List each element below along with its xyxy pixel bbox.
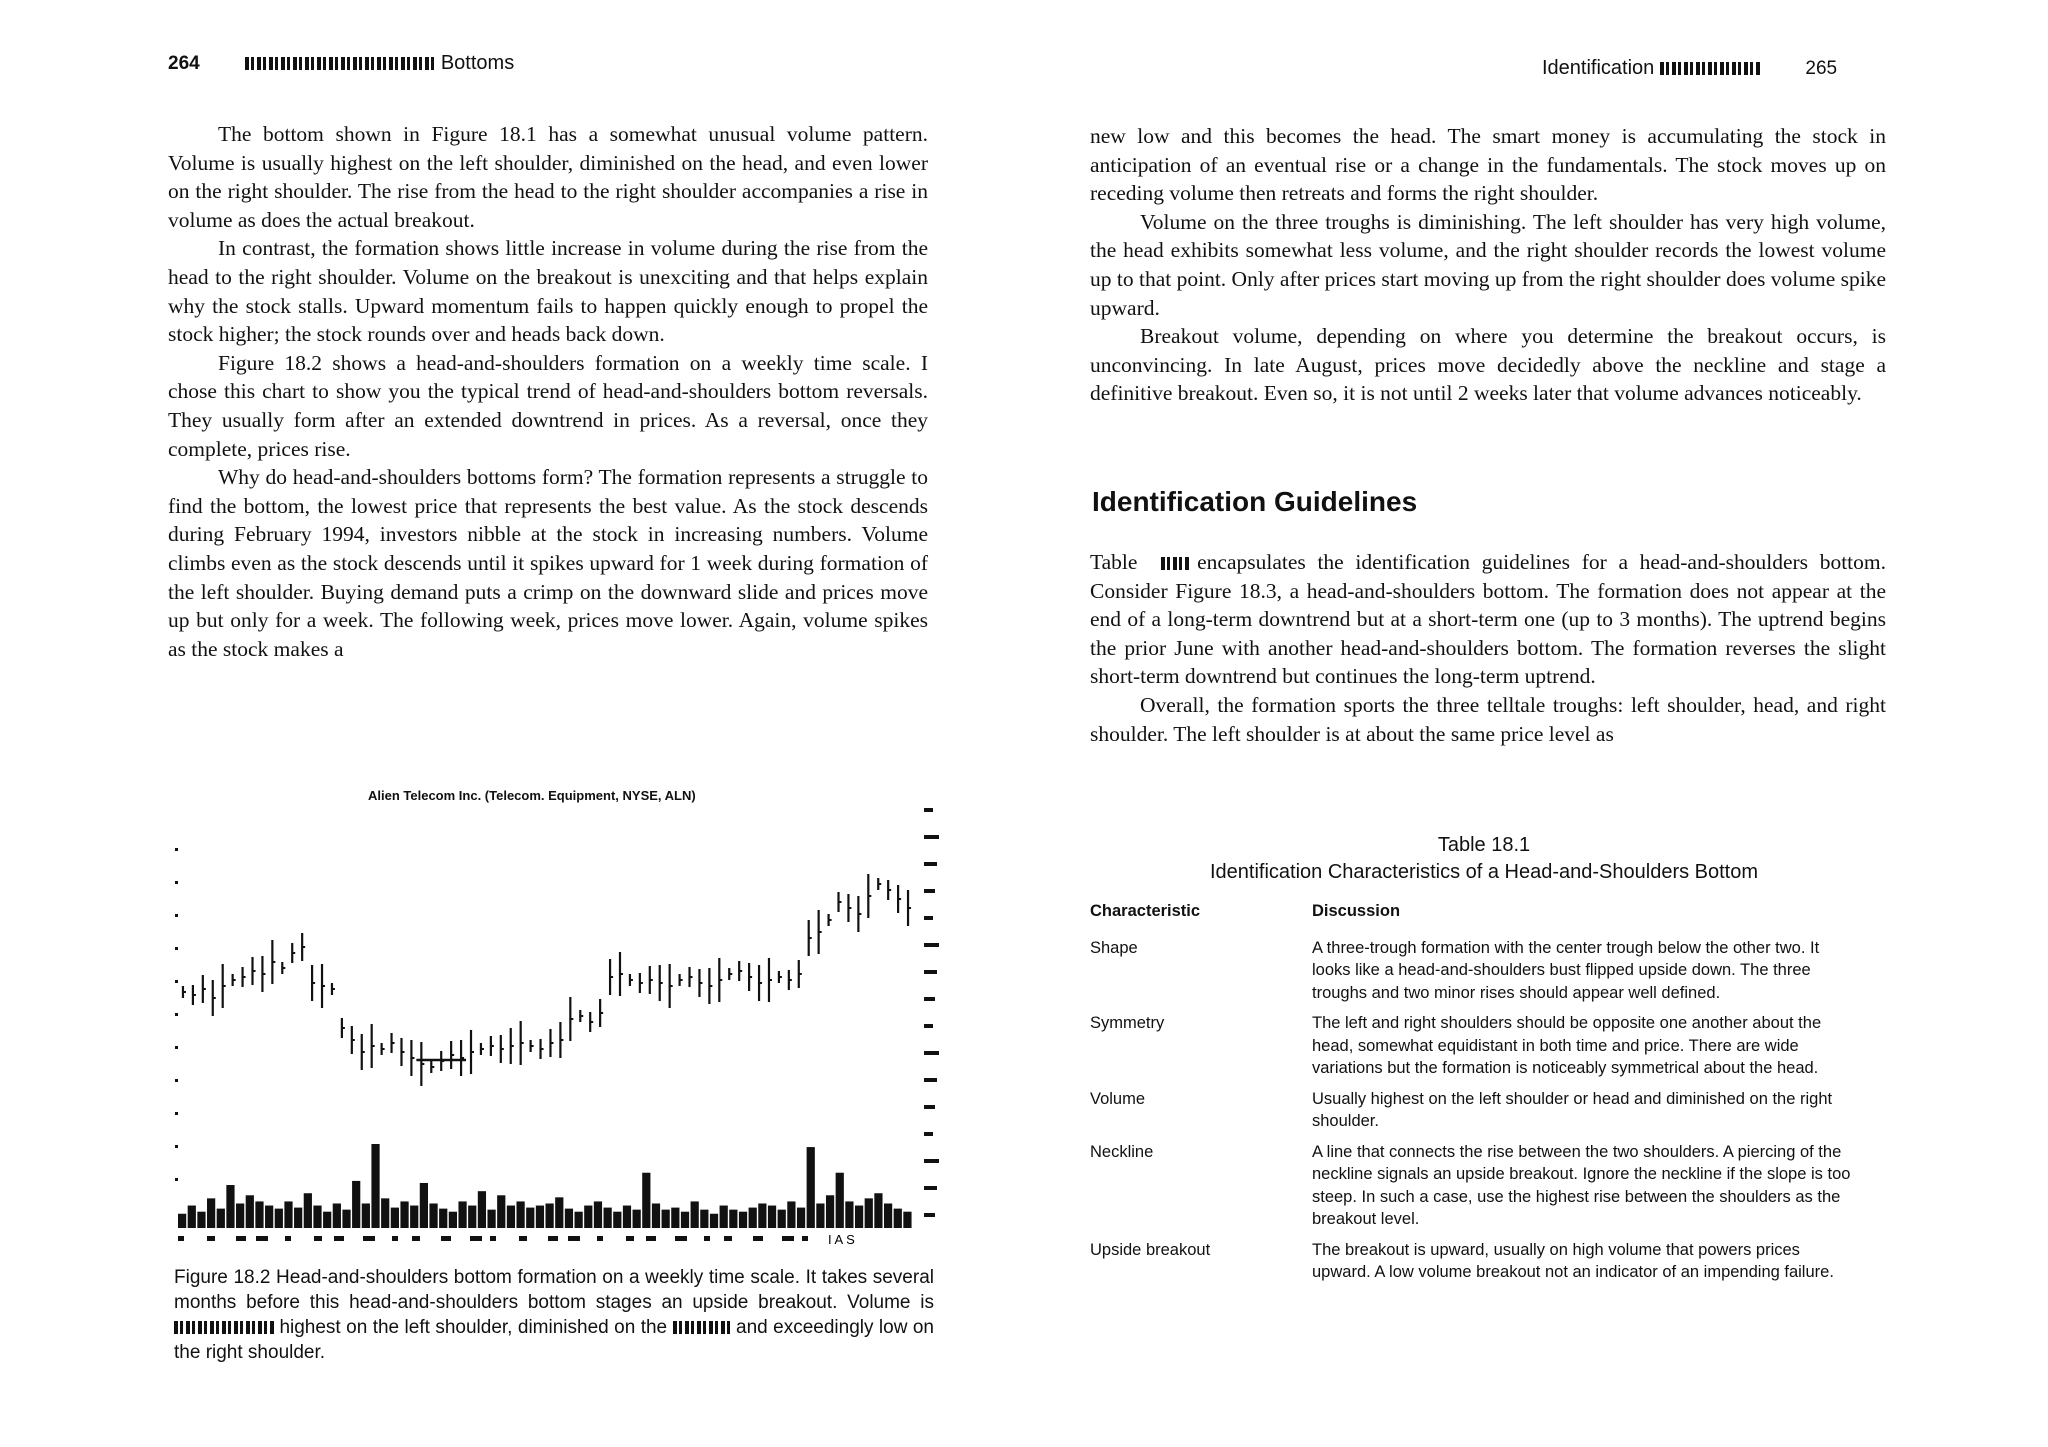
volume-bar <box>178 1214 186 1228</box>
volume-bar <box>333 1203 341 1228</box>
left-axis-tick <box>175 848 178 851</box>
right-axis-label <box>924 970 937 974</box>
left-axis-tick <box>175 1046 178 1049</box>
table-row <box>1090 937 1890 1005</box>
volume-bar <box>536 1206 544 1228</box>
right-axis-label <box>924 1024 933 1028</box>
volume-bar <box>323 1212 331 1228</box>
volume-bar <box>284 1201 292 1228</box>
x-axis-tick-label <box>178 1236 184 1241</box>
volume-bar <box>246 1195 254 1228</box>
table-cell-discussion: The breakout is upward, usually on high volume that powers prices upward. A low volume breakout not an indicator of an impending failure. <box>1312 1240 1834 1281</box>
x-axis-label-tail: I A S <box>828 1232 855 1247</box>
left-axis-tick <box>175 947 178 950</box>
left-paragraph-3: Figure 18.2 shows a head-and-shoulders formation on a weekly time scale. I chose this chart to show you the typical trend of head-and-shoulders bottom reversals. They usually form after an extended downtrend in prices. As a reversal, once they complete, prices rise. <box>168 350 928 461</box>
volume-layer <box>178 1144 912 1228</box>
volume-bar <box>758 1203 766 1228</box>
x-axis-tick-label <box>256 1236 268 1241</box>
volume-bar <box>865 1198 873 1228</box>
volume-bar <box>226 1185 234 1228</box>
right-body-text-mid <box>1090 548 1886 748</box>
volume-bar <box>516 1201 524 1228</box>
table-cell-characteristic: Symmetry <box>1090 1014 1165 1032</box>
x-axis-tick-label <box>626 1236 634 1241</box>
left-axis-tick <box>175 914 178 917</box>
volume-bar <box>855 1206 863 1228</box>
volume-bar <box>681 1212 689 1228</box>
right-axis-label <box>924 916 933 920</box>
left-axis-tick <box>175 1145 178 1148</box>
volume-bar <box>642 1173 650 1228</box>
x-axis-tick-label <box>704 1236 710 1241</box>
volume-bar <box>410 1206 418 1228</box>
left-axis-tick <box>175 1112 178 1115</box>
volume-bar <box>497 1195 505 1228</box>
left-paragraph-2: In contrast, the formation shows little increase in volume during the rise from the head to the right shoulder. Volume on the breakout is unexciting and that helps explain why the stock stalls. Upward momentum fails to happen quickly enough to propel the stock higher; the stock rounds over and heads back down. <box>168 236 928 347</box>
volume-bar <box>236 1203 244 1228</box>
x-axis-tick-label <box>724 1236 732 1241</box>
table-cell-characteristic: Upside breakout <box>1090 1240 1211 1259</box>
x-axis-tick-label <box>597 1236 603 1241</box>
table-cell-discussion: A line that connects the rise between the two shoulders. A piercing of the neckline signals an upside breakout. Ignore the neckline if the slope is too steep. In such a case, use the highest rise between the shoulders as the breakout level. <box>1312 1142 1851 1228</box>
table-row <box>1090 1088 1890 1133</box>
x-axis-tick-label <box>441 1236 451 1241</box>
x-axis-tick-label <box>363 1236 375 1241</box>
x-axis-tick-label <box>646 1236 656 1241</box>
right-paragraph-5: Overall, the formation sports the three telltale troughs: left shoulder, head, and right shoulder. The left shoulder is at about the same price level as <box>1090 692 1886 746</box>
right-axis-label <box>924 1132 933 1136</box>
volume-bar <box>255 1201 263 1228</box>
x-axis-tick-label <box>548 1236 558 1241</box>
volume-bar <box>884 1203 892 1228</box>
volume-bar <box>420 1183 428 1228</box>
table-cell-characteristic: Neckline <box>1090 1142 1154 1161</box>
left-body-text <box>168 120 928 663</box>
volume-bar <box>400 1201 408 1228</box>
volume-bar <box>729 1210 737 1228</box>
volume-bar <box>807 1147 815 1228</box>
right-axis-label <box>924 1078 937 1082</box>
volume-bar <box>778 1210 786 1228</box>
volume-bar <box>894 1209 902 1228</box>
left-axis-tick <box>175 1079 178 1082</box>
right-body-text-top <box>1090 122 1886 408</box>
volume-bar <box>826 1195 834 1228</box>
axis-layer <box>175 808 939 1247</box>
right-axis-label <box>924 889 935 893</box>
volume-bar <box>874 1193 882 1228</box>
volume-bar <box>507 1206 515 1228</box>
volume-bar <box>313 1206 321 1228</box>
volume-bar <box>381 1198 389 1228</box>
x-axis-tick-label <box>285 1236 291 1241</box>
volume-bar <box>845 1201 853 1228</box>
left-paragraph-1: The bottom shown in Figure 18.1 has a somewhat unusual volume pattern. Volume is usually highest on the left shoulder, diminished on the head, and even lower on the right shoulder. The rise from the head to the right shoulder accompanies a rise in volume as does the actual breakout. <box>168 122 928 232</box>
table-cell-characteristic: Volume <box>1090 1089 1146 1108</box>
volume-bar <box>391 1208 399 1228</box>
table-header-characteristic: Characteristic <box>1090 902 1201 920</box>
left-axis-tick <box>175 1178 178 1181</box>
right-axis-label <box>924 1105 935 1109</box>
right-axis-label <box>924 862 937 866</box>
volume-bar <box>275 1209 283 1228</box>
price-layer <box>183 874 911 1086</box>
x-axis-tick-label <box>334 1236 344 1241</box>
figure-caption: Figure 18.2 Head-and-shoulders bottom formation on a weekly time scale. It takes several months before this head-and-shoulders bottom stages an upside breakout. Volume is highest on the left shoulder, diminished on the and exceedingly low on the right shoulder. <box>174 1267 934 1363</box>
volume-bar <box>487 1210 495 1228</box>
volume-bar <box>768 1206 776 1228</box>
right-page <box>1024 0 2048 1447</box>
volume-bar <box>671 1208 679 1228</box>
right-axis-label <box>924 1051 939 1055</box>
table-header-discussion: Discussion <box>1312 902 1401 920</box>
table-18-1 <box>1090 900 1890 1292</box>
table-row <box>1090 1012 1890 1080</box>
left-axis-tick <box>175 1013 178 1016</box>
left-axis-tick <box>175 980 178 983</box>
volume-bar <box>613 1212 621 1228</box>
volume-bar <box>749 1208 757 1228</box>
table-row <box>1090 1239 1890 1284</box>
volume-bar <box>207 1198 215 1228</box>
volume-bar <box>197 1212 205 1228</box>
right-paragraph-1: new low and this becomes the head. The smart money is accumulating the stock in anticipation of an eventual rise or a change in the fundamentals. The stock moves up on receding volume then retreats and forms the right shoulder. <box>1090 124 1886 206</box>
volume-bar <box>439 1209 447 1228</box>
volume-bar <box>429 1203 437 1228</box>
volume-bar <box>468 1206 476 1228</box>
right-axis-label <box>924 1159 939 1163</box>
volume-bar <box>662 1210 670 1228</box>
volume-bar <box>816 1203 824 1228</box>
volume-bar <box>787 1201 795 1228</box>
x-axis-tick-label <box>782 1236 794 1241</box>
volume-bar <box>565 1209 573 1228</box>
table-row <box>1090 1141 1890 1231</box>
x-axis-tick-label <box>470 1236 482 1241</box>
volume-bar <box>371 1144 379 1228</box>
volume-bar <box>265 1206 273 1228</box>
right-running-head-title: Identification <box>1542 57 1655 79</box>
right-running-head <box>1542 57 1837 80</box>
right-axis-label <box>924 997 935 1001</box>
garbled-text-run <box>245 57 435 70</box>
volume-bar <box>304 1193 312 1228</box>
right-paragraph-3: Breakout volume, depending on where you determine the breakout occurs, is unconvincing. In late August, prices move decidedly above the neckline and stage a definitive breakout. Even so, it is not until 2 weeks later that volume advances noticeably. <box>1090 324 1886 406</box>
right-axis-label <box>924 835 939 839</box>
chart-title: Alien Telecom Inc. (Telecom. Equipment, NYSE, ALN) <box>368 788 696 803</box>
table-cell-discussion: A three-trough formation with the center trough below the other two. It looks like a head-and-shoulders bust flipped upside down. The three troughs and two minor rises should appear well defined. <box>1312 938 1820 1002</box>
volume-bar <box>294 1208 302 1228</box>
x-axis-tick-label <box>412 1236 420 1241</box>
volume-bar <box>652 1203 660 1228</box>
volume-bar <box>449 1212 457 1228</box>
x-axis-tick-label <box>753 1236 763 1241</box>
volume-bar <box>362 1203 370 1228</box>
garbled-text-run <box>1660 62 1760 75</box>
volume-bar <box>352 1181 360 1228</box>
volume-bar <box>526 1208 534 1228</box>
section-heading: Identification Guidelines <box>1092 486 1418 517</box>
table-title: Identification Characteristics of a Head-and-Shoulders Bottom <box>1209 861 1759 883</box>
right-axis-label <box>924 1186 937 1190</box>
volume-bar <box>903 1212 911 1228</box>
volume-bar <box>739 1212 747 1228</box>
x-axis-tick-label <box>314 1236 322 1241</box>
volume-bar <box>584 1206 592 1228</box>
table-cell-discussion: Usually highest on the left shoulder or head and diminished on the right shoulder. <box>1312 1089 1833 1130</box>
volume-bar <box>797 1208 805 1228</box>
volume-bar <box>458 1201 466 1228</box>
volume-bar <box>700 1210 708 1228</box>
volume-bar <box>594 1201 602 1228</box>
x-axis-tick-label <box>236 1236 246 1241</box>
volume-bar <box>342 1210 350 1228</box>
right-axis-label <box>924 1213 935 1217</box>
x-axis-tick-label <box>675 1236 687 1241</box>
volume-bar <box>478 1191 486 1228</box>
x-axis-tick-label <box>490 1236 496 1241</box>
left-paragraph-4: Why do head-and-shoulders bottoms form? The formation represents a struggle to find the bottom, the lowest price that represents the best value. As the stock descends during February 1994, investors nibble at the stock in increasing numbers. Volume climbs even as the stock descends until it spikes upward for 1 week during formation of the left shoulder. Buying demand puts a crimp on the downward slide and prices move up but only for a week. The following week, prices move lower. Again, volume spikes as the stock makes a <box>168 465 928 661</box>
x-axis-tick-label <box>207 1236 215 1241</box>
right-axis-label <box>924 943 939 947</box>
volume-bar <box>691 1201 699 1228</box>
right-paragraph-4: Table encapsulates the identification guidelines for a head-and-shoulders bottom. Consider Figure 18.3, a head-and-shoulders bottom. The formation does not appear at the end of a long-term downtrend but at a short-term one (up to 3 months). The uptrend begins the prior June with another head-and-shoulders bottom. The formation reverses the slight short-term downtrend but continues the long-term uptrend. <box>1090 550 1886 689</box>
chart-svg <box>168 788 948 1258</box>
left-page-number: 264 <box>168 53 200 74</box>
left-running-head-title: Bottoms <box>440 52 515 74</box>
volume-bar <box>555 1197 563 1228</box>
garbled-text-run <box>1161 557 1191 570</box>
table-cell-characteristic: Shape <box>1090 938 1138 957</box>
volume-bar <box>710 1214 718 1228</box>
volume-bar <box>188 1206 196 1228</box>
left-running-head <box>168 52 514 75</box>
table-header-row <box>1090 900 1890 923</box>
volume-bar <box>623 1206 631 1228</box>
left-axis-tick <box>175 881 178 884</box>
x-axis-tick-label <box>519 1236 527 1241</box>
right-paragraph-2: Volume on the three troughs is diminishing. The left shoulder has very high volume, the head exhibits somewhat less volume, and the right shoulder records the lowest volume up to that point. Only after prices start moving up from the right shoulder does volume spike upward. <box>1090 209 1886 320</box>
x-axis-tick-label <box>568 1236 580 1241</box>
x-axis-tick-label <box>802 1236 808 1241</box>
volume-bar <box>217 1209 225 1228</box>
garbled-text-run <box>174 1321 274 1334</box>
garbled-text-run <box>673 1321 731 1334</box>
volume-bar <box>546 1203 554 1228</box>
x-axis-tick-label <box>392 1236 398 1241</box>
volume-bar <box>604 1208 612 1228</box>
volume-bar <box>575 1212 583 1228</box>
table-cell-discussion: The left and right shoulders should be opposite one another about the head, somewhat equidistant in both time and price. There are wide variations but the formation is noticeably symmetrical about the head. <box>1312 1014 1822 1077</box>
volume-bar <box>720 1206 728 1228</box>
table-caption <box>1084 832 1884 886</box>
volume-bar <box>633 1210 641 1228</box>
volume-bar <box>836 1173 844 1228</box>
table-number: Table 18.1 <box>1437 834 1531 856</box>
figure-18-2 <box>168 788 948 1258</box>
right-axis-label <box>924 808 933 812</box>
right-page-number: 265 <box>1805 58 1838 79</box>
